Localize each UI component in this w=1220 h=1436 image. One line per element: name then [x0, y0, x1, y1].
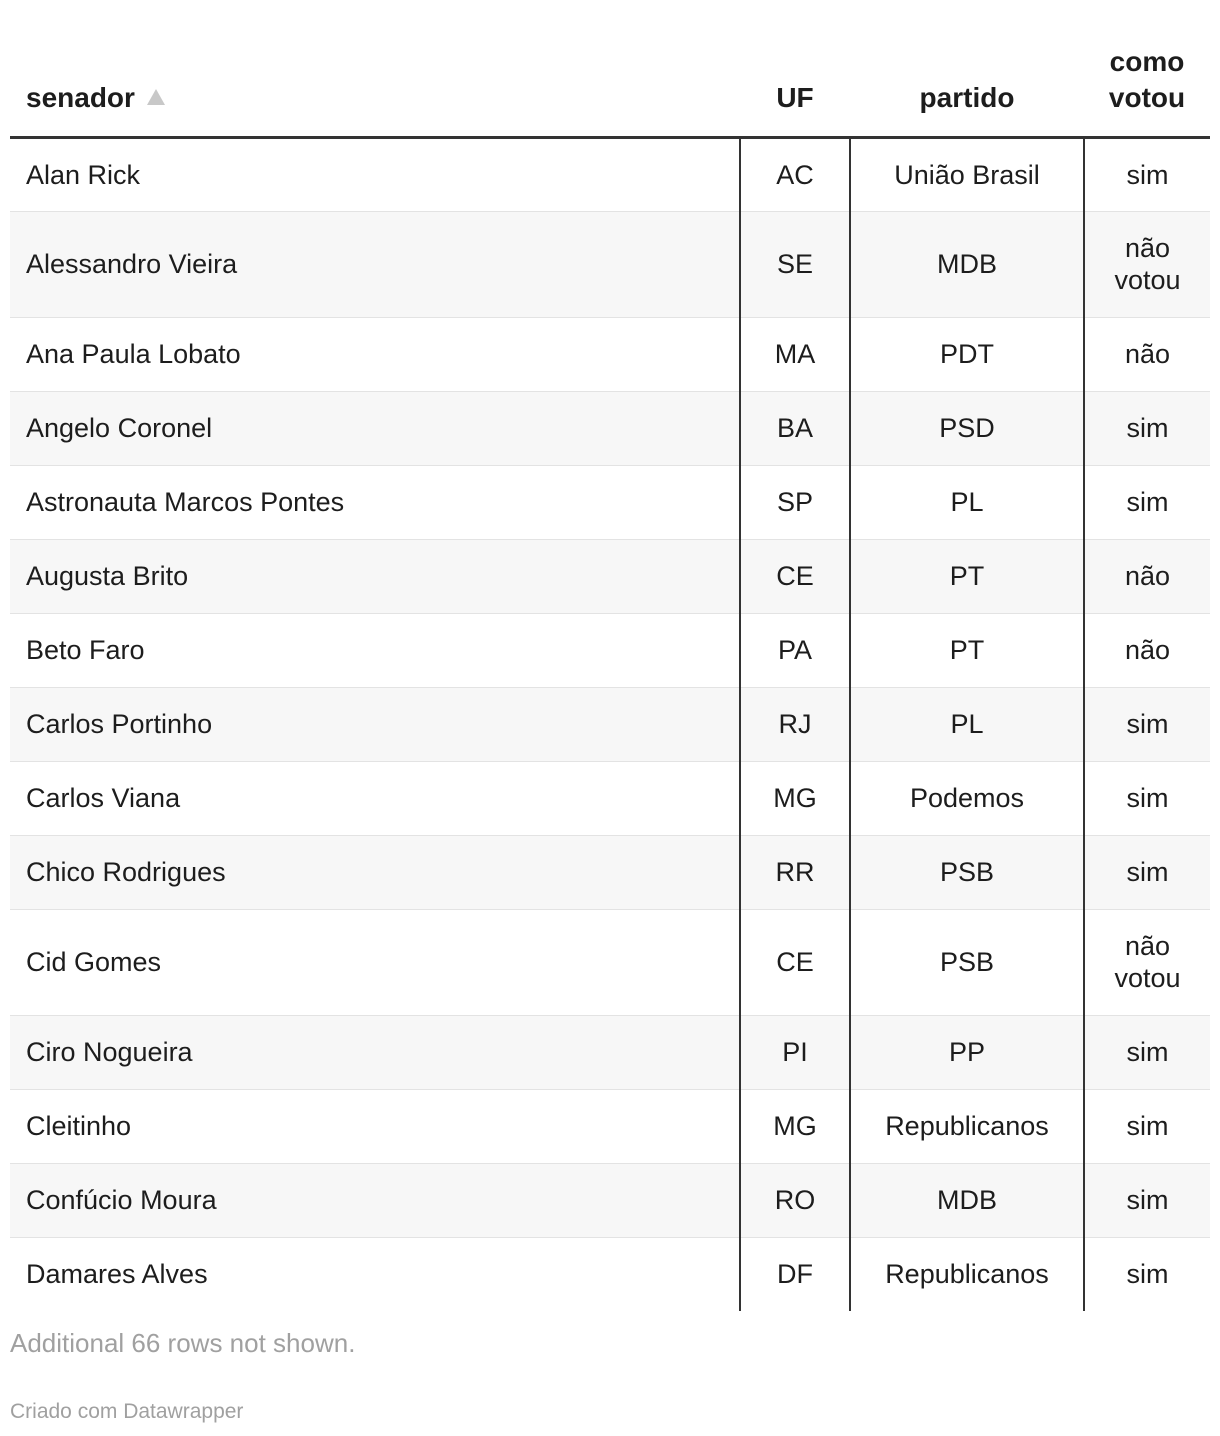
- cell-partido-text: Republicanos: [885, 1111, 1049, 1141]
- cell-senador-text: Carlos Portinho: [26, 709, 213, 739]
- cell-uf-text: DF: [777, 1259, 813, 1290]
- cell-partido: [850, 1015, 1084, 1089]
- cell-partido: [850, 687, 1084, 761]
- cell-senador: [10, 317, 740, 391]
- header-row: [10, 0, 1210, 137]
- table-row: [10, 211, 1210, 317]
- cell-como-votou-text: sim: [1126, 1185, 1169, 1215]
- cell-como-votou: [1084, 909, 1210, 1015]
- cell-uf: [740, 687, 850, 761]
- cell-partido-text: União Brasil: [894, 159, 1040, 190]
- cell-uf: [740, 835, 850, 909]
- cell-uf-text: BA: [776, 413, 814, 443]
- cell-senador: [10, 761, 740, 835]
- cell-partido: [850, 613, 1084, 687]
- cell-como-votou: [1084, 687, 1210, 761]
- cell-partido-text: PL: [950, 487, 984, 517]
- cell-como-votou-text: sim: [1126, 1111, 1169, 1141]
- cell-senador-text: Carlos Viana: [26, 783, 181, 813]
- cell-uf: [740, 465, 850, 539]
- cell-senador: [10, 687, 740, 761]
- cell-senador: [10, 1237, 740, 1311]
- cell-uf-text: MA: [774, 339, 816, 369]
- cell-partido-text: PP: [948, 1037, 986, 1067]
- cell-senador-text: Ciro Nogueira: [26, 1037, 193, 1067]
- cell-partido-text: PL: [950, 709, 984, 739]
- cell-como-votou-text: não votou: [1114, 931, 1181, 993]
- cell-senador-text: Beto Faro: [26, 635, 145, 665]
- cell-como-votou: [1084, 1237, 1210, 1311]
- cell-como-votou: [1084, 137, 1210, 211]
- table-row: [10, 391, 1210, 465]
- cell-partido-text: MDB: [937, 1185, 997, 1215]
- table-row: [10, 613, 1210, 687]
- cell-senador-text: Cid Gomes: [26, 947, 162, 977]
- senators-vote-table: [10, 0, 1210, 1311]
- cell-como-votou: [1084, 391, 1210, 465]
- cell-senador-text: Damares Alves: [26, 1259, 208, 1290]
- cell-uf-text: CE: [776, 947, 814, 977]
- cell-como-votou-text: não votou: [1114, 233, 1181, 295]
- cell-uf: [740, 539, 850, 613]
- table-row: [10, 465, 1210, 539]
- cell-partido-text: PT: [949, 635, 985, 665]
- table-row: [10, 317, 1210, 391]
- cell-partido: [850, 465, 1084, 539]
- cell-como-votou: [1084, 1089, 1210, 1163]
- cell-senador-text: Augusta Brito: [26, 561, 189, 591]
- cell-uf-text: AC: [776, 159, 814, 190]
- cell-uf-text: PA: [777, 635, 812, 665]
- cell-como-votou: [1084, 539, 1210, 613]
- cell-senador: [10, 465, 740, 539]
- cell-senador-text: Alan Rick: [26, 159, 141, 190]
- table-header: [10, 0, 1210, 137]
- cell-uf-text: MG: [773, 783, 817, 813]
- column-header-como-votou-line1: como: [1109, 45, 1185, 77]
- column-header-senador-label: senador: [26, 81, 135, 113]
- cell-senador: [10, 391, 740, 465]
- cell-uf-text: PI: [782, 1037, 808, 1067]
- column-header-uf-label: UF: [776, 81, 814, 113]
- cell-como-votou: [1084, 761, 1210, 835]
- table-row: [10, 137, 1210, 211]
- cell-uf: [740, 391, 850, 465]
- cell-como-votou-text: sim: [1126, 1259, 1169, 1290]
- cell-como-votou-text: sim: [1126, 709, 1169, 739]
- cell-uf-text: SE: [776, 249, 814, 279]
- cell-partido-text: Republicanos: [885, 1259, 1049, 1290]
- cell-como-votou: [1084, 835, 1210, 909]
- cell-partido: [850, 317, 1084, 391]
- cell-senador: [10, 909, 740, 1015]
- table-row: [10, 909, 1210, 1015]
- cell-uf-text: RR: [775, 857, 815, 887]
- cell-como-votou: [1084, 1163, 1210, 1237]
- cell-uf: [740, 317, 850, 391]
- table-row: [10, 539, 1210, 613]
- cell-como-votou: [1084, 465, 1210, 539]
- cell-senador: [10, 137, 740, 211]
- cell-como-votou: [1084, 613, 1210, 687]
- cell-como-votou: [1084, 211, 1210, 317]
- cell-como-votou: [1084, 1015, 1210, 1089]
- cell-uf: [740, 1089, 850, 1163]
- cell-uf: [740, 137, 850, 211]
- table-row: [10, 835, 1210, 909]
- cell-partido: [850, 539, 1084, 613]
- cell-partido-text: PSB: [939, 947, 995, 977]
- cell-senador-text: Confúcio Moura: [26, 1185, 217, 1215]
- cell-como-votou-text: sim: [1126, 857, 1169, 887]
- column-header-partido-label: partido: [919, 81, 1015, 113]
- cell-uf-text: RJ: [778, 709, 812, 739]
- cell-partido: [850, 211, 1084, 317]
- table-row: [10, 761, 1210, 835]
- cell-uf: [740, 211, 850, 317]
- cell-partido-text: PDT: [940, 339, 994, 369]
- cell-uf: [740, 1015, 850, 1089]
- cell-uf-text: RO: [774, 1185, 816, 1215]
- cell-partido-text: PSB: [939, 857, 995, 887]
- sort-ascending-triangle-icon: [147, 89, 165, 105]
- cell-senador-text: Angelo Coronel: [26, 413, 213, 443]
- cell-senador: [10, 835, 740, 909]
- table-row: [10, 1015, 1210, 1089]
- cell-como-votou-text: sim: [1126, 487, 1169, 517]
- cell-como-votou-text: sim: [1126, 783, 1169, 813]
- datawrapper-credit-link[interactable]: Criado com Datawrapper: [10, 1400, 244, 1423]
- column-header-como-votou-line2: votou: [1108, 81, 1186, 113]
- table-row: [10, 1089, 1210, 1163]
- cell-partido: [850, 137, 1084, 211]
- cell-como-votou-text: sim: [1126, 159, 1169, 190]
- cell-partido: [850, 1089, 1084, 1163]
- column-header-partido[interactable]: [850, 0, 1084, 137]
- table-body: [10, 137, 1210, 1311]
- cell-partido: [850, 391, 1084, 465]
- cell-senador-text: Astronauta Marcos Pontes: [26, 487, 345, 517]
- cell-partido: [850, 835, 1084, 909]
- cell-partido: [850, 1163, 1084, 1237]
- cell-senador-text: Cleitinho: [26, 1111, 132, 1141]
- cell-uf: [740, 909, 850, 1015]
- cell-uf: [740, 613, 850, 687]
- cell-senador-text: Chico Rodrigues: [26, 857, 226, 887]
- cell-uf-text: CE: [776, 561, 814, 591]
- cell-uf: [740, 1237, 850, 1311]
- cell-uf-text: MG: [773, 1111, 817, 1141]
- cell-uf: [740, 1163, 850, 1237]
- cell-partido-text: Podemos: [909, 783, 1025, 813]
- cell-partido: [850, 909, 1084, 1015]
- cell-senador-text: Ana Paula Lobato: [26, 339, 241, 369]
- cell-como-votou-text: não: [1124, 561, 1171, 591]
- rows-not-shown-note: Additional 66 rows not shown.: [10, 1328, 356, 1358]
- cell-como-votou-text: sim: [1126, 413, 1169, 443]
- cell-partido-text: PT: [949, 561, 985, 591]
- cell-senador: [10, 1015, 740, 1089]
- cell-senador: [10, 1089, 740, 1163]
- cell-como-votou-text: não: [1124, 339, 1171, 369]
- cell-senador: [10, 539, 740, 613]
- cell-senador-text: Alessandro Vieira: [26, 249, 238, 279]
- column-header-senador[interactable]: [10, 0, 740, 137]
- cell-partido-text: MDB: [937, 249, 997, 279]
- cell-como-votou-text: não: [1124, 635, 1171, 665]
- cell-partido: [850, 761, 1084, 835]
- table-row: [10, 1237, 1210, 1311]
- cell-uf-text: SP: [776, 487, 814, 517]
- datawrapper-table-container: [10, 0, 1210, 1311]
- cell-partido: [850, 1237, 1084, 1311]
- column-header-uf[interactable]: [740, 0, 850, 137]
- cell-partido-text: PSD: [939, 413, 995, 443]
- cell-uf: [740, 761, 850, 835]
- column-header-como-votou[interactable]: [1084, 0, 1210, 137]
- table-row: [10, 1163, 1210, 1237]
- table-row: [10, 687, 1210, 761]
- cell-como-votou: [1084, 317, 1210, 391]
- cell-senador: [10, 613, 740, 687]
- cell-senador: [10, 1163, 740, 1237]
- cell-senador: [10, 211, 740, 317]
- cell-como-votou-text: sim: [1126, 1037, 1169, 1067]
